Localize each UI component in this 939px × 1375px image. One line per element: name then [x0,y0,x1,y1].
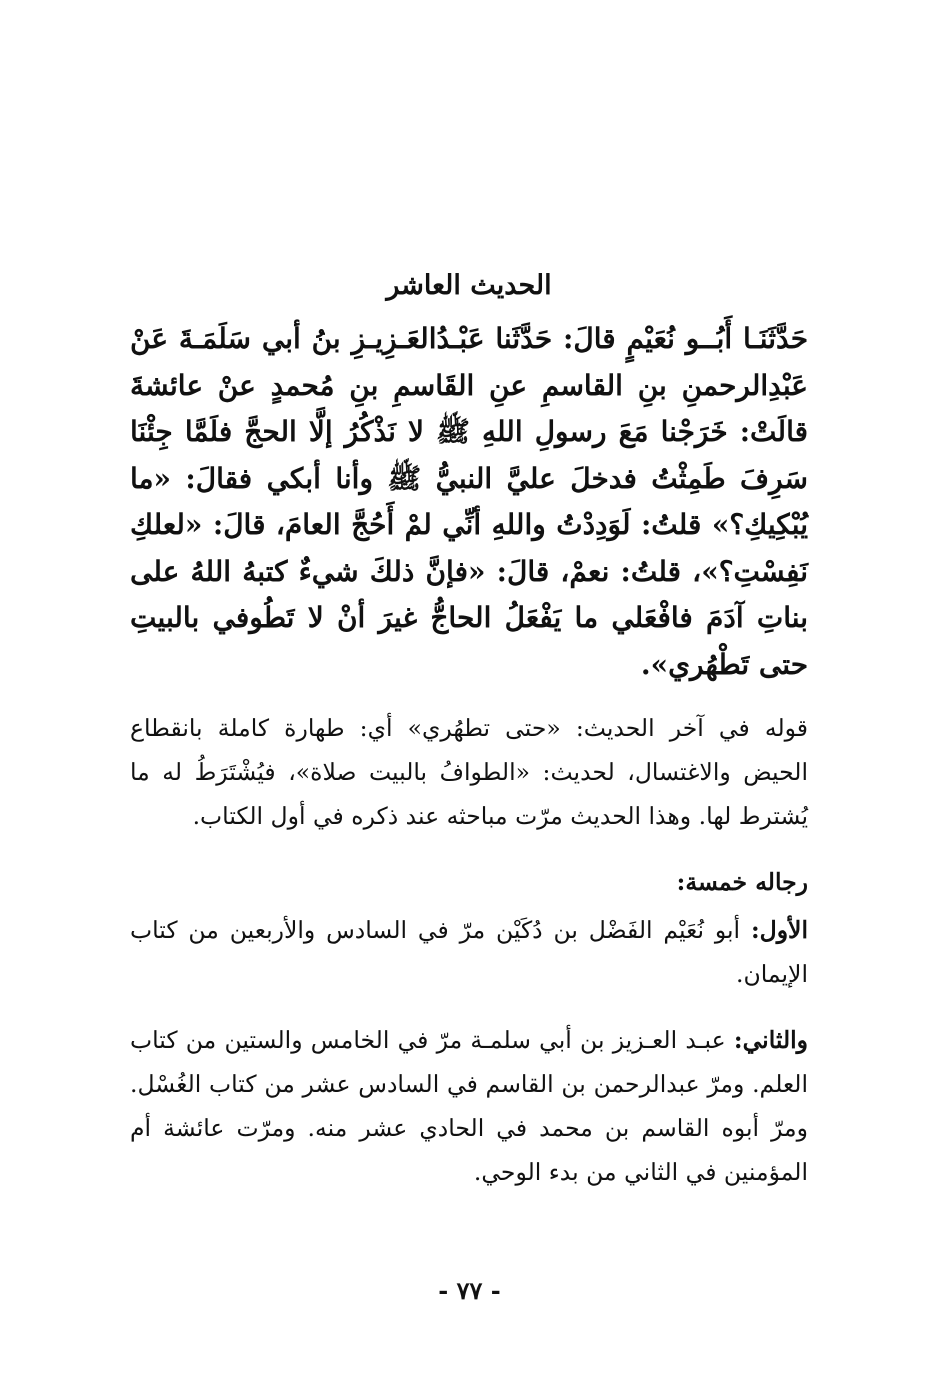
narrator-label: الأول: [750,916,808,944]
narrators-heading: رجاله خمسة: [676,868,808,896]
page-number: - ٧٧ - [438,1276,501,1305]
narrator-entry-second [130,1018,808,1194]
chapter-title: الحديث العاشر [386,270,552,301]
narrator-entry-first [130,908,808,996]
commentary-paragraph: قوله في آخر الحديث: «حتى تطهُري» أي: طهارة كاملة بانقطاع الحيض والاغتسال، لحديث: «الطوافُ بالبيت صلاة»، فيُشْتَرَطُ له ما يُشترط لها. وهذا الحديث مرّت مباحثه عند ذكره في أول الكتاب. [130,714,808,830]
narrator-text: أبو نُعَيْم الفَضْل بن دُكَيْن مرّ في السادس والأربعين من كتاب الإيمان. [130,916,808,988]
narrator-label: والثاني: [733,1026,808,1054]
narrator-text: عبـد العـزيز بن أبي سلمـة مرّ في الخامس والستين من كتاب العلم. ومرّ عبدالرحمن بن القاسم في السادس عشر من كتاب الغُسْل. ومرّ أبوه القاسم بن محمد في الحادي عشر منه. ومرّت عائشة أم المؤمنين في الثاني من بدء الوحي. [130,1026,808,1186]
hadith-text: حَدَّثَنَـا أَبُــو نُعَيْمٍ قالَ: حَدَّثَنا عَبْـدُالعَـزِيـزِ بنُ أبي سَلَمَـةَ عَنْ عَبْدِالرحمنِ بنِ القاسمِ عنِ القَاسمِ بنِ مُحمدٍ عنْ عائشةَ قالَتْ: خَرَجْنا مَعَ رسولِ اللهِ ﷺ لا نَذْكُرُ إلَّا الحجَّ فلَمَّا جِئْنَا سَرِفَ طَمِثْتُ فدخلَ عليَّ النبيُّ ﷺ وأنا أبكي فقالَ: «ما يُبْكِيكِ؟» قلتُ: لَوَدِدْتُ واللهِ أنِّي لمْ أَحُجَّ العامَ، قالَ: «لعلكِ نَفِسْتِ؟»، قلتُ: نعمْ، قالَ: «فإنَّ ذلكَ شيءٌ كتبهُ اللهُ على بناتِ آدَمَ فافْعَلي ما يَفْعَلُ الحاجُّ غيرَ أنْ لا تَطُوفي بالبيتِ حتى تَطْهُري». [130,322,808,681]
page-content [130,268,808,1216]
